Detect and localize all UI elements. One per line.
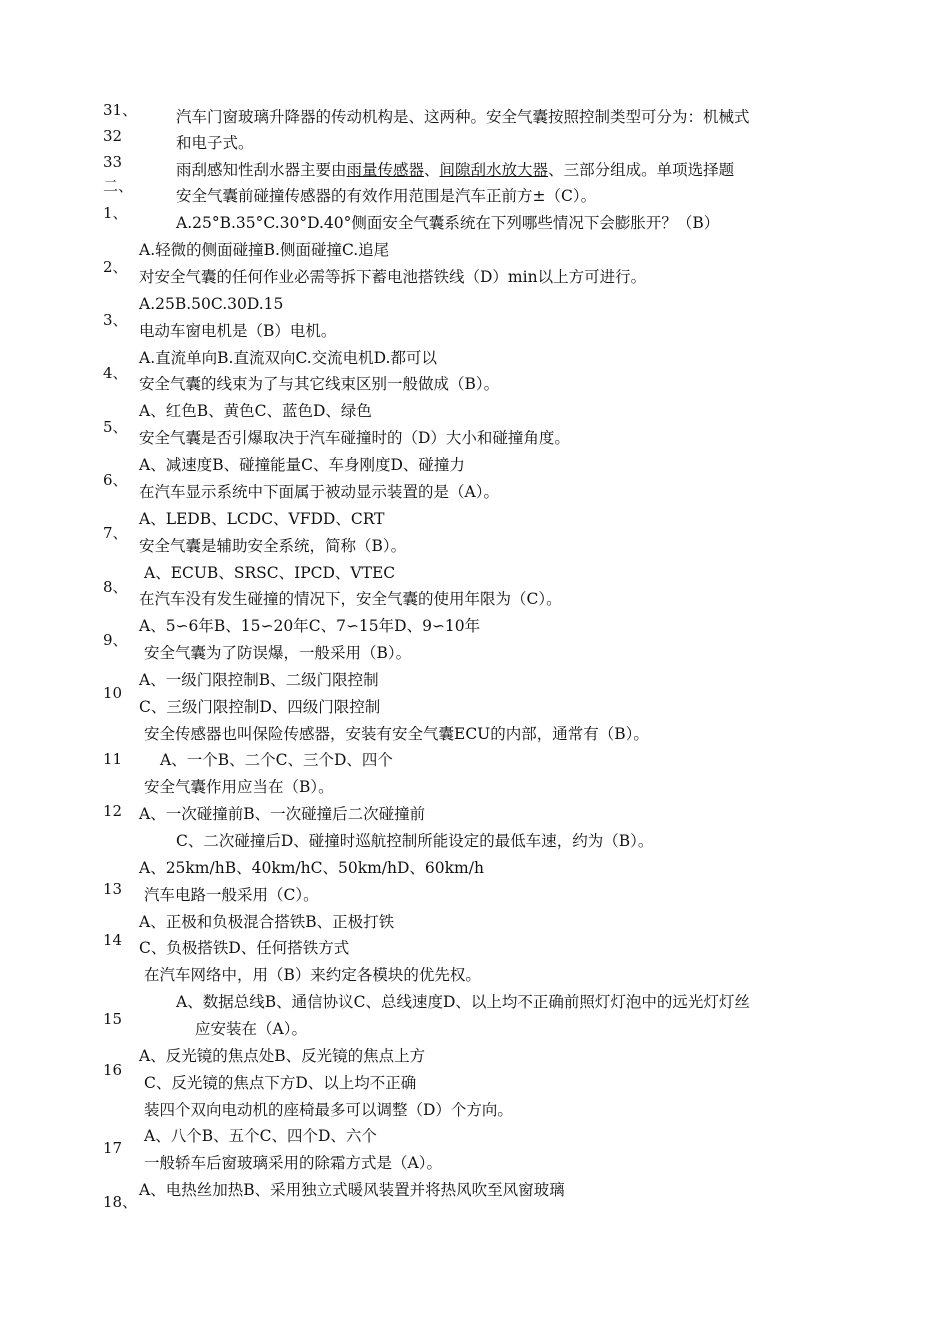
- options-text: A.25°B.35°C.30°D.40°侧面安全气囊系统在下列哪些情况下会膨胀开？（B）: [176, 214, 720, 232]
- text-segment: 雨刮感知性刮水器主要由: [176, 161, 347, 179]
- question-text: 安全气囊前碰撞传感器的有效作用范围是汽车正前方±（C）。: [176, 187, 597, 205]
- item-number: 13: [103, 880, 123, 898]
- item-number: 14: [103, 931, 123, 949]
- text-line: 和电子式。: [176, 134, 254, 152]
- options-text: A、红色B、黄色C、蓝色D、绿色: [139, 402, 372, 420]
- options-text: A、LEDB、LCDC、VFDD、CRT: [139, 510, 385, 528]
- item-number: 9、: [103, 631, 128, 649]
- question-text: 电动车窗电机是（B）电机。: [139, 322, 337, 340]
- question-text: 在汽车显示系统中下面属于被动显示装置的是（A）。: [139, 483, 499, 501]
- question-text: 安全传感器也叫保险传感器，安装有安全气囊ECU的内部，通常有（B）。: [144, 725, 649, 743]
- options-text: A、25km/hB、40km/hC、50km/hD、60km/h: [139, 859, 484, 877]
- item-number: 1、: [103, 204, 128, 222]
- options-text: A、一次碰撞前B、一次碰撞后二次碰撞前: [139, 805, 426, 823]
- text-segment: 、三部分组成。单项选择题: [548, 161, 735, 179]
- item-number: 10: [103, 684, 123, 702]
- question-text: 应安装在（A）。: [195, 1020, 307, 1038]
- options-text: A、电热丝加热B、采用独立式暖风装置并将热风吹至风窗玻璃: [139, 1181, 565, 1199]
- text-segment: 、: [424, 161, 440, 179]
- item-number: 6、: [103, 471, 128, 489]
- options-text: C、负极搭铁D、任何搭铁方式: [139, 939, 350, 957]
- item-number: 17: [103, 1139, 123, 1157]
- options-text: A、ECUB、SRSC、IPCD、VTEC: [144, 564, 396, 582]
- underlined-term: 间隙刮水放大器: [439, 161, 549, 179]
- question-text: 在汽车没有发生碰撞的情况下，安全气囊的使用年限为（C）。: [139, 590, 562, 608]
- options-text: C、反光镜的焦点下方D、以上均不正确: [144, 1074, 417, 1092]
- options-text: A、数据总线B、通信协议C、总线速度D、以上均不正确前照灯灯泡中的远光灯灯丝: [176, 993, 750, 1011]
- item-number: 18、: [103, 1193, 138, 1211]
- item-number: 7、: [103, 524, 128, 542]
- options-text: A、八个B、五个C、四个D、六个: [144, 1127, 377, 1145]
- question-text: 安全气囊的线束为了与其它线束区别一般做成（B）。: [139, 375, 500, 393]
- options-text: A、减速度B、碰撞能量C、车身刚度D、碰撞力: [139, 456, 465, 474]
- question-text: 一般轿车后窗玻璃采用的除霜方式是（A）。: [144, 1154, 442, 1172]
- options-text: C、二次碰撞后D、碰撞时巡航控制所能设定的最低车速，约为（B）。: [176, 832, 654, 850]
- question-text: 安全气囊为了防误爆，一般采用（B）。: [144, 644, 412, 662]
- question-text: 对安全气囊的任何作业必需等拆下蓄电池搭铁线（D）min以上方可进行。: [139, 268, 647, 286]
- question-text: 装四个双向电动机的座椅最多可以调整（D）个方向。: [144, 1101, 513, 1119]
- item-number: 15: [103, 1010, 123, 1028]
- question-text: 安全气囊作用应当在（B）。: [144, 778, 334, 796]
- item-number: 3、: [103, 311, 128, 329]
- item-number: 33: [103, 153, 123, 171]
- item-number: 16: [103, 1061, 123, 1079]
- item-number: 4、: [103, 364, 128, 382]
- options-text: A、正极和负极混合搭铁B、正极打铁: [139, 913, 395, 931]
- section-number: 二、: [103, 177, 134, 195]
- item-number: 11: [103, 750, 123, 768]
- text-line: 汽车门窗玻璃升降器的传动机构是、这两种。安全气囊按照控制类型可分为：机械式: [176, 108, 750, 126]
- item-number: 12: [103, 802, 123, 820]
- text-line: [176, 160, 734, 180]
- item-number: 31、: [103, 101, 138, 119]
- options-text: A、一级门限控制B、二级门限控制: [139, 671, 379, 689]
- options-text: C、三级门限控制D、四级门限控制: [139, 698, 381, 716]
- options-text: A、5∽6年B、15∽20年C、7∽15年D、9∽10年: [139, 617, 481, 635]
- options-text: A.25B.50C.30D.15: [139, 295, 284, 313]
- question-text: 安全气囊是辅助安全系统，简称（B）。: [139, 537, 407, 555]
- item-number: 8、: [103, 578, 128, 596]
- options-text: A.直流单向B.直流双向C.交流电机D.都可以: [139, 349, 437, 367]
- underlined-term: 雨量传感器: [346, 161, 425, 179]
- question-text: 在汽车网络中，用（B）来约定各模块的优先权。: [144, 966, 481, 984]
- item-number: 5、: [103, 418, 128, 436]
- options-text: A.轻微的侧面碰撞B.侧面碰撞C.追尾: [139, 241, 390, 259]
- options-text: A、反光镜的焦点处B、反光镜的焦点上方: [139, 1047, 426, 1065]
- question-text: 汽车电路一般采用（C）。: [144, 886, 319, 904]
- item-number: 32: [103, 127, 123, 145]
- item-number: 2、: [103, 258, 128, 276]
- question-text: 安全气囊是否引爆取决于汽车碰撞时的（D）大小和碰撞角度。: [139, 429, 570, 447]
- options-text: A、一个B、二个C、三个D、四个: [160, 751, 393, 769]
